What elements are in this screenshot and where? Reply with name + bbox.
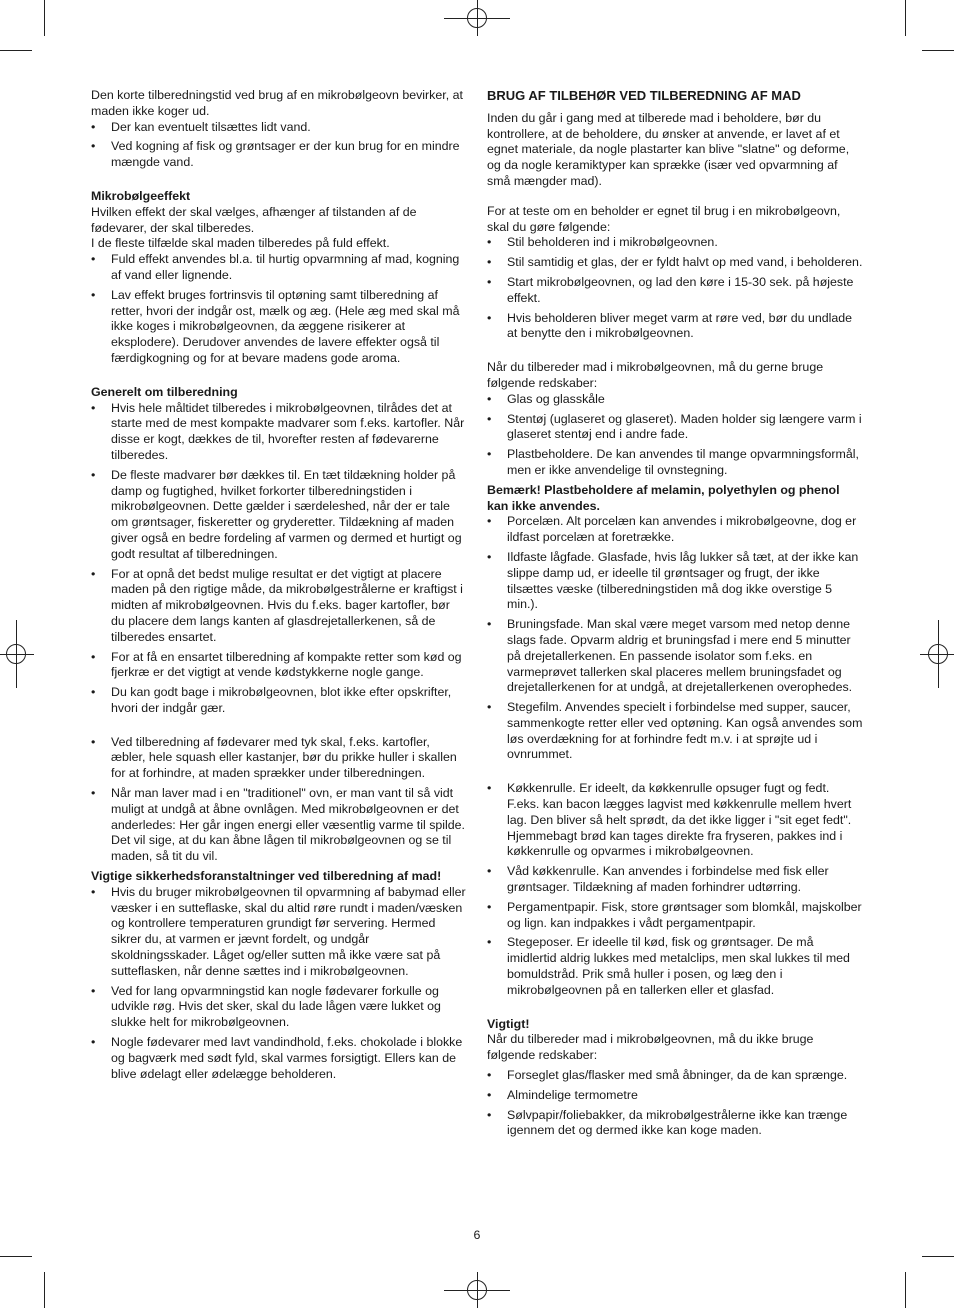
list-item: • Du kan godt bage i mikrobølgeovnen, blot ikke efter opskrifter, hvori der indgår gær. (91, 685, 467, 717)
list-item: • Stil samtidig et glas, der er fyldt halvt op med vand, i beholderen. (487, 255, 863, 271)
section-heading-effect: Mikrobølgeeffekt (91, 188, 191, 203)
effect-list (91, 252, 467, 367)
right-column (487, 88, 863, 1143)
list-item: • Ved for lang opvarmningstid kan nogle fødevarer forkulle og udvikle røg. Hvis det sker, skal du lade lågen være lukket og slukke helt for mikrobølgeovnen. (91, 984, 467, 1031)
list-item: • Porcelæn. Alt porcelæn kan anvendes i mikrobølgeovne, dog er ildfast porcelæn at foretrække. (487, 514, 863, 546)
tools-list-3 (487, 781, 863, 998)
section-heading-important: Vigtigt! (487, 1016, 530, 1031)
list-item: • Sølvpapir/foliebakker, da mikrobølgestrålerne ikke kan trænge igennem det og dermed ikke kan koge maden. (487, 1108, 863, 1140)
list-item: • Almindelige termometre (487, 1088, 863, 1104)
list-item: • For at opnå det bedst mulige resultat er det vigtigt at placere maden på den rigtige måde, da mikrobølgestrålerne er kraftigst i midten af mikrobølgeovnen. Hvis du f.eks. bager kartofler, bør du placere dem langs kanten af glasdrejetallerkenen, så de tilberedes ensartet. (91, 567, 467, 646)
safety-list (91, 885, 467, 1083)
list-item: • Ved tilberedning af fødevarer med tyk skal, f.eks. kartofler, æbler, hele squash eller kastanjer, bør du prikke huller i skallen for at forhindre, at maden sprækker under tilberedningen. (91, 735, 467, 782)
important-intro: Når du tilbereder mad i mikrobølgeovnen, må du ikke bruge følgende redskaber: (487, 1032, 814, 1063)
effect-paragraph: I de fleste tilfælde skal maden tilberedes på fuld effekt. (91, 236, 390, 251)
tools-intro: Når du tilbereder mad i mikrobølgeovnen, må du gerne bruge følgende redskaber: (487, 360, 824, 390)
list-item: • Stentøj (uglaseret og glaseret). Maden holder sig længere varm i glaseret stentøj end i andre fade. (487, 412, 863, 444)
list-item: • Når man laver mad i en "traditionel" ovn, er man vant til så vidt muligt at undgå at åbne ovnlågen. Med mikrobølgeovnen er det anderledes: Her går ingen energi eller væsentlig varme til spilde. Det vil sige, at du kan åbne lågen til mikrobølgeovnen og se til maden, så tit du vil. (91, 786, 467, 865)
list-item: • Der kan eventuelt tilsættes lidt vand. (91, 120, 467, 136)
list-item: • Forseglet glas/flasker med små åbninger, da de kan sprænge. (487, 1068, 863, 1084)
list-item: • Køkkenrulle. Er ideelt, da køkkenrulle opsuger fugt og fedt. F.eks. kan bacon lægges lagvist med køkkenrulle mellem hvert lag. Den bliver så helt sprødt, da det ikke ligger i "sit eget fedt". Hjemmebagt brød kan tages direkte fra fryseren, pakkes ind i køkkenrulle og opvarmes i mikrobølgeovnen. (487, 781, 863, 860)
left-column (91, 88, 467, 1086)
list-item: • Glas og glasskåle (487, 392, 863, 408)
tools-list (487, 392, 863, 479)
list-item: • Stegeposer. Er ideelle til kød, fisk og grøntsager. De må imidlertid aldrig lukkes med metalclips, men skal lukkes til med bomuldstråd. Prik små huller i posen, og læg den i mikrobølgeovnen på en tallerken eller et glasfad. (487, 935, 863, 998)
test-intro: For at teste om en beholder er egnet til brug i en mikrobølgeovn, skal du gøre følgende: (487, 203, 841, 234)
plastic-note: Bemærk! Plastbeholdere af melamin, polyethylen og phenol kan ikke anvendes. (487, 482, 840, 513)
list-item: • Lav effekt bruges fortrinsvis til optøning samt tilberedning af retter, hvori der indgår ost, mælk og æg. (Hele æg med skal må ikke koges i mikrobølgeovnen, da æggene risikerer at eksplodere). Derudover anvendes de lavere effekter også til færdigkogning og for at bevare madens gode aroma. (91, 288, 467, 367)
effect-paragraph: Hvilken effekt der skal vælges, afhænger af tilstanden af de fødevarer, der skal tilberedes. (91, 204, 417, 235)
list-item: • Plastbeholdere. De kan anvendes til mange opvarmningsformål, men er ikke anvendelige til ovnstegning. (487, 447, 863, 479)
list-item: • Stegefilm. Anvendes specielt i forbindelse med supper, saucer, sammenkogte retter eller ved optøning. Kan også anvendes som løs overdækning for at forhindre fedt m.v. i at sprøjte ud i ovnrummet. (487, 700, 863, 763)
list-item: • Pergamentpapir. Fisk, store grøntsager som blomkål, majskolber og lign. kan indpakkes i vådt pergamentpapir. (487, 900, 863, 932)
page-number: 6 (473, 1228, 481, 1242)
list-item: • Våd køkkenrulle. Kan anvendes i forbindelse med fisk eller grøntsager. Tildækning af maden forhindrer udtørring. (487, 864, 863, 896)
list-item: • Ildfaste lågfade. Glasfade, hvis låg lukker så tæt, at der ikke kan slippe damp ud, er ideelle til grøntsager og frugt, der ikke tilsættes væske (tilberedningstiden må dog ikke overstige 5 min.). (487, 550, 863, 613)
list-item: • Hvis du bruger mikrobølgeovnen til opvarmning af babymad eller væsker i en sutteflaske, skal du altid røre rundt i maden/væsken og kontrollere temperaturen grundigt før servering. Hermed sikrer du, at varmen er jævnt fordelt, og undgår skoldningsskader. Låget og/eller sutten må ikke være sat på sutteflasken, når denne sættes ind i mikrobølgeovnen. (91, 885, 467, 980)
list-item: • Hvis hele måltidet tilberedes i mikrobølgeovnen, tilrådes det at starte med de mest kompakte madvarer som f.eks. kartofler. Når disse er kogt, dækkes de til, hvorefter resten af fødevarerne tilberedes. (91, 401, 467, 464)
more-list (91, 735, 467, 865)
list-item: • Start mikrobølgeovnen, og lad den køre i 15-30 sek. på højeste effekt. (487, 275, 863, 307)
list-item: • Hvis beholderen bliver meget varm at røre ved, bør du undlade at benytte den i mikrobølgeovnen. (487, 311, 863, 343)
list-item: • Nogle fødevarer med lavt vandindhold, f.eks. chokolade i blokke og bagværk med sødt fyld, skal varmes forsigtigt. Ellers kan de blive ødelagt eller ødelægge beholderen. (91, 1035, 467, 1082)
section-heading-safety: Vigtige sikkerhedsforanstaltninger ved tilberedning af mad! (91, 869, 442, 884)
section-heading-general: Generelt om tilberedning (91, 384, 238, 399)
list-item: • Ved kogning af fisk og grøntsager er der kun brug for en mindre mængde vand. (91, 139, 467, 171)
general-list (91, 401, 467, 717)
important-list (487, 1068, 863, 1139)
list-item: • De fleste madvarer bør dækkes til. En tæt tildækning holder på damp og fugtighed, hvilket forkorter tilberedningstiden i mikrobølgeovnen. Dette gælder i særdeleshed, når der er tale om grøntsager, fiskeretter og gryderetter. Tildækning af maden giver også en bedre fordeling af varmen og dermed et hurtigt og godt resultat af tilberedningen. (91, 468, 467, 563)
section-heading-accessories: BRUG AF TILBEHØR VED TILBEREDNING AF MAD (487, 88, 801, 103)
intro-paragraph: Den korte tilberedningstid ved brug af en mikrobølgeovn bevirker, at maden ikke koger ud. (91, 88, 463, 118)
list-item: • Bruningsfade. Man skal være meget varsom med netop denne slags fade. Opvarm aldrig et bruningsfad i mere end 5 minutter på drejetallerkenen. En passende isolator som f.eks. en varmeprøvet tallerken skal placeres mellem bruningsfadet og drejetallerkenen for at undgå, at drejetallerkenen overophedes. (487, 617, 863, 696)
list-item: • For at få en ensartet tilberedning af kompakte retter som kød og fjerkræ er det vigtigt at vende kødstykkerne nogle gange. (91, 650, 467, 682)
list-item: • Fuld effekt anvendes bl.a. til hurtig opvarmning af mad, kogning af vand eller lignende. (91, 252, 467, 284)
test-list (487, 235, 863, 342)
list-item: • Stil beholderen ind i mikrobølgeovnen. (487, 235, 863, 251)
tools-list-2 (487, 514, 863, 763)
accessories-intro: Inden du går i gang med at tilberede mad i beholdere, bør du kontrollere, at de beholdere, du ønsker at anvende, er lavet af et egnet materiale, da nogle plastarter kan blive "slatne" og deforme, og da nogle keramiktyper kan sprække (især ved opvarmning af små mængder mad). (487, 110, 850, 188)
intro-list (91, 120, 467, 171)
